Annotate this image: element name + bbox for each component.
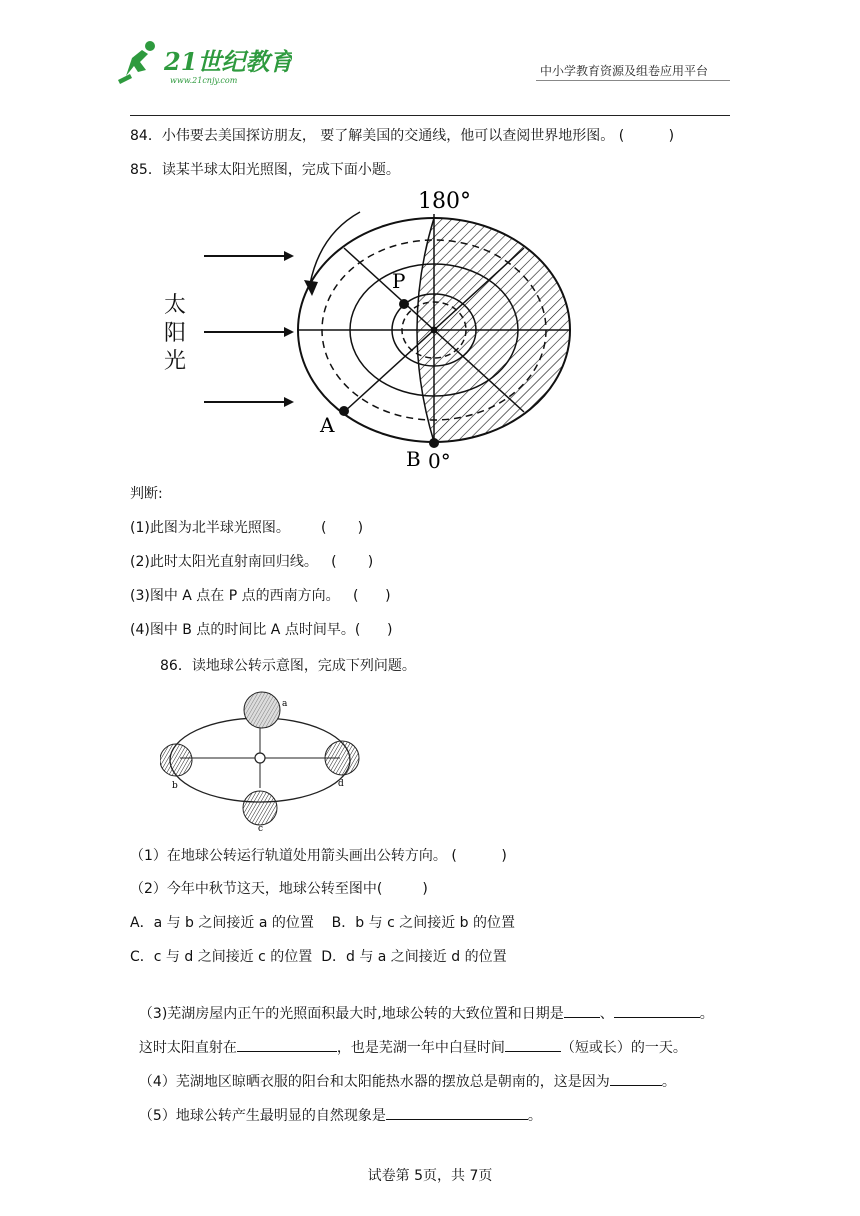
pole-center bbox=[431, 327, 438, 334]
logo-text: 21世纪教育 bbox=[164, 47, 292, 76]
q86-part3-separator: 、 bbox=[599, 1006, 614, 1022]
header-divider bbox=[130, 115, 730, 116]
sunlight-hemisphere-figure bbox=[160, 184, 580, 478]
q86-part3b-text3: （短或长）的一天。 bbox=[560, 1040, 687, 1056]
q86-part5 bbox=[130, 1084, 542, 1126]
sun-ray-1-head bbox=[284, 251, 294, 261]
q86-part3b-text2: ，也是芜湖一年中白昼时间 bbox=[336, 1040, 505, 1056]
platform-name: 中小学教育资源及组卷应用平台 bbox=[540, 64, 709, 78]
sun-ray-3-head bbox=[284, 397, 294, 407]
judge-item-1: (1)此图为北半球光照图。 ( ) bbox=[130, 520, 364, 536]
answer-blank-phenomenon[interactable] bbox=[386, 1104, 528, 1120]
label-b: B bbox=[406, 447, 421, 471]
earth-c bbox=[243, 791, 277, 825]
q86-part3-text: （3)芜湖房屋内正午的光照面积最大时,地球公转的大致位置和日期是 bbox=[138, 1006, 564, 1022]
label-d: d bbox=[338, 779, 344, 789]
earth-d bbox=[325, 741, 359, 775]
q86-part5-text: （5）地球公转产生最明显的自然现象是 bbox=[138, 1108, 386, 1124]
label-0: 0° bbox=[428, 449, 451, 473]
platform-underline bbox=[536, 80, 730, 81]
sun-ray-2-head bbox=[284, 327, 294, 337]
q86-options-ab: A．a 与 b 之间接近 a 的位置 B．b 与 c 之间接近 b 的位置 bbox=[130, 915, 515, 931]
label-c: c bbox=[258, 824, 264, 833]
label-180: 180° bbox=[418, 189, 471, 214]
earth-a-shade bbox=[244, 692, 280, 728]
label-p: P bbox=[392, 269, 406, 293]
label-a: A bbox=[320, 413, 335, 437]
label-a: a bbox=[282, 699, 288, 709]
q86-part3b-text1: 这时太阳直射在 bbox=[138, 1040, 237, 1056]
q86-part4-text: （4）芜湖地区晾晒衣服的阳台和太阳能热水器的摆放总是朝南的，这是因为 bbox=[138, 1074, 610, 1090]
earth-b bbox=[160, 744, 192, 776]
q86-part2: （2）今年中秋节这天，地球公转至图中( ) bbox=[130, 881, 428, 897]
point-p bbox=[399, 299, 409, 309]
question-86-stem: 86．读地球公转示意图，完成下列问题。 bbox=[160, 658, 416, 674]
q86-part1: （1）在地球公转运行轨道处用箭头画出公转方向。 ( ) bbox=[130, 848, 507, 864]
q86-part5-end: 。 bbox=[527, 1108, 542, 1124]
point-a bbox=[339, 406, 349, 416]
earth-revolution-figure bbox=[160, 688, 360, 837]
judge-item-3: (3)图中 A 点在 P 点的西南方向。 ( ) bbox=[130, 588, 391, 604]
answer-blank-reason[interactable] bbox=[610, 1070, 662, 1086]
judge-item-2: (2)此时太阳光直射南回归线。 ( ) bbox=[130, 554, 374, 570]
point-b bbox=[429, 438, 439, 448]
question-85-stem: 85．读某半球太阳光照图，完成下面小题。 bbox=[130, 162, 400, 178]
q86-part4-end: 。 bbox=[661, 1074, 676, 1090]
question-84: 84．小伟要去美国探访朋友， 要了解美国的交通线，他可以查阅世界地形图。 ( ) bbox=[130, 128, 675, 144]
judge-label: 判断: bbox=[130, 486, 163, 502]
site-logo bbox=[112, 36, 292, 88]
q86-options-cd: C．c 与 d 之间接近 c 的位置 D．d 与 a 之间接近 d 的位置 bbox=[130, 949, 507, 965]
logo-url: www.21cnjy.com bbox=[170, 76, 238, 85]
page-footer: 试卷第 5页，共 7页 bbox=[367, 1168, 493, 1184]
judge-item-4: (4)图中 B 点的时间比 A 点时间早。( ) bbox=[130, 622, 393, 638]
sunlight-label: 太阳光 bbox=[164, 293, 187, 374]
label-b: b bbox=[172, 781, 178, 791]
q86-part3-end: 。 bbox=[699, 1006, 714, 1022]
